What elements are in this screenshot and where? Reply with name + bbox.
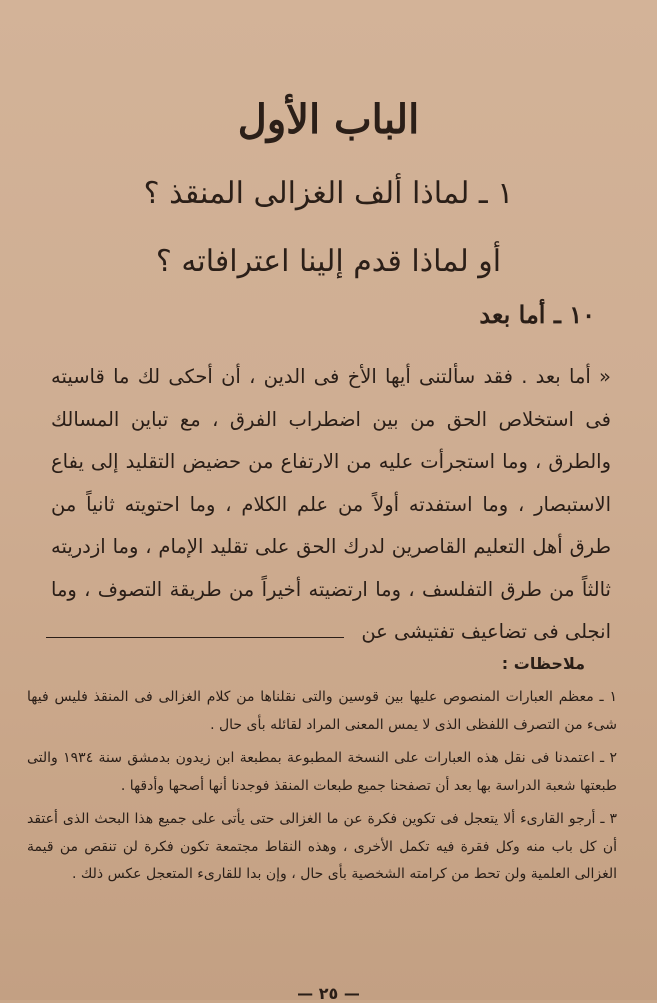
title-line-2: أو لماذا قدم إلينا اعترافاته ؟ [155,244,502,279]
body-paragraph: « أما بعد . فقد سألتنى أيها الأخ فى الدين ، أن أحكى لك ما قاسيته فى استخلاص الحق من بين اضطراب الفرق ، مع تباين المسالك والطرق ، وما استجرأت عليه من الارتفاع من حضيض التقليد إلى يفاع الاستبصار ، وما استفدته أولاً من علم الكلام ، وما احتويته ثانياً من طرق أهل التعليم القاصرين لدرك الحق على تقليد الإمام ، وما ازدريته ثالثاً من طرق التفلسف ، وما ارتضيته أخيراً من طريقة التصوف ، وما انجلى فى تضاعيف تفتيشى عن [51,365,611,643]
title-line-1: ١ ـ لماذا ألف الغزالى المنقذ ؟ [143,176,514,211]
page-number: — ٢٥ — [297,984,360,1003]
footnote-3: ٣ ـ أرجو القارىء ألا يتعجل فى تكوين فكرة عن ما الغزالى حتى يأتى على جميع هذا البحث الذى أعتقد أن كل باب منه وكل فقرة فيه تكمل الأخرى ، وهذه النقاط مجتمعة تكون فكرة لن تنقص من قيمة الغزالى العلمية ولن تحط من كرامته الشخصية بأى حال ، وإن بدا للقارىء المتعجل عكس ذلك . [27,811,617,882]
notes-label: ملاحظات : [501,654,585,673]
footnotes [27,684,617,895]
footnote-divider [46,637,344,638]
chapter-heading: الباب الأول [237,96,420,143]
footnote-2: ٢ ـ اعتمدنا فى نقل هذه العبارات على النسخة المطبوعة بمطبعة ابن زيدون بدمشق سنة ١٩٣٤ والتى طبعتها شعبة الدراسة بها بعد أن تصفحنا جميع طبعات المنقذ فوجدنا أنها أصحها وأدقها . [27,750,617,794]
section-heading: ١٠ ـ أما بعد [479,300,595,329]
footnote-1: ١ ـ معظم العبارات المنصوص عليها بين قوسين والتى نقلناها من كلام الغزالى فى المنقذ فليس فيها شىء من التصرف اللفظى الذى لا يمس المعنى المراد لقائله بأى حال . [27,689,617,733]
